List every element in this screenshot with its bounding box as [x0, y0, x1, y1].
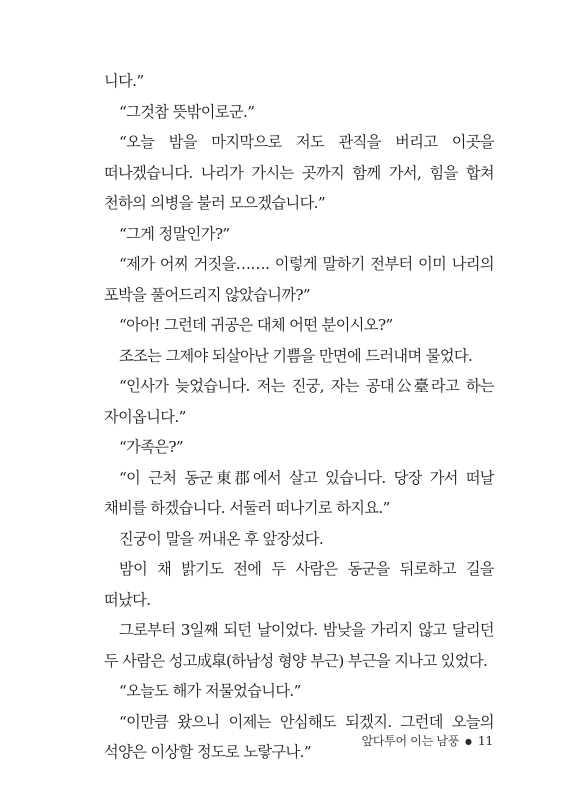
body-paragraph: “제가 어찌 거짓을……. 이렇게 말하기 전부터 이미 나리의 포박을 풀어드리지 않았습니까?”: [104, 255, 494, 304]
body-paragraph: 조조는 그제야 되살아난 기쁨을 만면에 드러내며 물었다.: [119, 346, 473, 365]
page-body: [104, 66, 494, 768]
running-title: 앞다투어 이는 남풍: [361, 734, 459, 748]
body-paragraph: “인사가 늦었습니다. 저는 진궁, 자는 공대公臺라고 하는 자이옵니다.”: [104, 377, 494, 426]
body-paragraph: 그로부터 3일째 되던 날이었다. 밤낮을 가리지 않고 달리던 두 사람은 성고成皐(하남성 형양 부근) 부근을 지나고 있었다.: [104, 621, 494, 670]
body-paragraph: 니다.”: [104, 72, 144, 90]
body-paragraph: “이 근처 동군東郡에서 살고 있습니다. 당장 가서 떠날 채비를 하겠습니다. 서둘러 떠나기로 하지요.”: [104, 468, 494, 517]
body-paragraph: 밤이 채 밝기도 전에 두 사람은 동군을 뒤로하고 길을 떠났다.: [104, 560, 494, 609]
body-paragraph: “아아! 그런데 귀공은 대체 어떤 분이시오?”: [119, 316, 393, 334]
body-paragraph: “그것참 뜻밖이로군.”: [119, 102, 255, 121]
body-paragraph: 진궁이 말을 꺼내온 후 앞장섰다.: [119, 529, 324, 548]
body-paragraph: “오늘 밤을 마지막으로 저도 관직을 버리고 이곳을 떠나겠습니다. 나리가 가시는 곳까지 함께 가서, 힘을 합쳐 천하의 의병을 불러 모으겠습니다.”: [104, 133, 494, 212]
page-footer: [362, 733, 493, 750]
body-paragraph: “이만큼 왔으니 이제는 안심해도 되겠지. 그런데 오늘의 석양은 이상할 정도로 노랗구나.”: [104, 712, 494, 761]
body-paragraph: “그게 정말인가?”: [119, 224, 230, 243]
footer-separator: ●: [465, 736, 472, 746]
body-paragraph: “오늘도 해가 저물었습니다.”: [119, 682, 301, 700]
page-number: 11: [477, 733, 493, 748]
body-paragraph: “가족은?”: [119, 438, 184, 456]
